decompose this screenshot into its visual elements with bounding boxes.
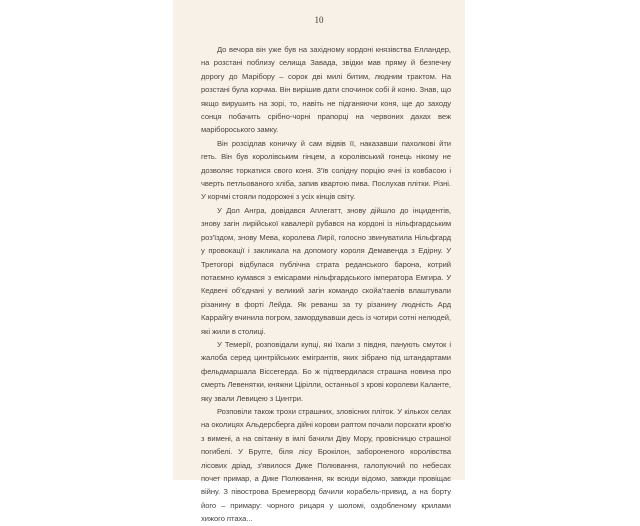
- paragraph: Розповіли також трохи страшних, зловісних пліток. У кількох селах на околицях Альдерсберга дійні корови раптом почали порскати кров'ю з вимені, а на світанку в імлі бачили Діву Мору, провісницю страшної погибелі. У Бругге, біля лісу Брокілон, забороненого королівства лісових дріад, з'явилося Дике Полювання, галопуючий по небесах почет примар, а Дике Полювання, як всюди відомо, завжди провіщає війну. З півострова Бремерворд бачили корабель-привид, а на борту його – примару: чорного рицаря у шоломі, оздобленому крилами хижого птаха...: [201, 406, 451, 524]
- page-number: 10: [314, 15, 324, 25]
- body-text: [201, 43, 451, 526]
- paragraph: Він розсідлав коничку й сам відвів її, наказавши пахолкові йти геть. Він був королівським гінцем, а королівський гонець нікому не дозволяє торкатися свого коня. З'їв солідну порцію ячні із ковбасою і чверть петльованого хліба, запив квартою пива. Послухав плітки. Різні. У корчмі стояли подорожні з усіх кінців світу.: [201, 138, 451, 202]
- book-page: [173, 0, 465, 524]
- paragraph: До вечора він уже був на західному кордоні князівства Елландер, на розстані поблизу селища Завада, звідки мав пряму й безпечну дорогу до Марібору – сорок дві милі битим, людним трактом. На розстані була корчма. Він вирішив дати спочинок собі й коню. Знав, що якщо вирушить на зорі, то, навіть не підганяючи коня, ще до заходу сонця побачить срібно-чорні прапорці на червоних дахах веж марібороського замку.: [201, 45, 451, 135]
- paragraph: У Темерії, розповідали купці, які їхали з півдня, панують смуток і жалоба серед цинтрійських емігрантів, яких зібрано під штандартами фельдмаршала Віссегерда. Бо ж підтвердилася страшна новина про смерть Левенятки, княжни Цірілли, останньої з крові королеви Каланте, яку звали Левицею з Цинтри.: [201, 339, 451, 403]
- paragraph: У Дол Ангра, довідався Аплегатт, знову дійшло до інцидентів, знову загін лирійської кавалерії рубався на кордоні із нільфгардським роз'їздом, знову Мева, королева Лирії, голосно звинуватила Нільфгард у провокації і закликала на допомогу короля Демавенда з Едірну. У Третогорі відбулася публічна страта реданського барона, котрий потаємно кумався з емісарами нільфгардського імператора Емгира. У Кедвені об'єднані у великий загін командо скойа'таелів влаштували різанину в форті Лейда. Як реванш за ту різанину людність Ард Каррайгу вчинила погром, замордувавши десь із чотири сотні нелюдей, які жили в столиці.: [201, 205, 451, 336]
